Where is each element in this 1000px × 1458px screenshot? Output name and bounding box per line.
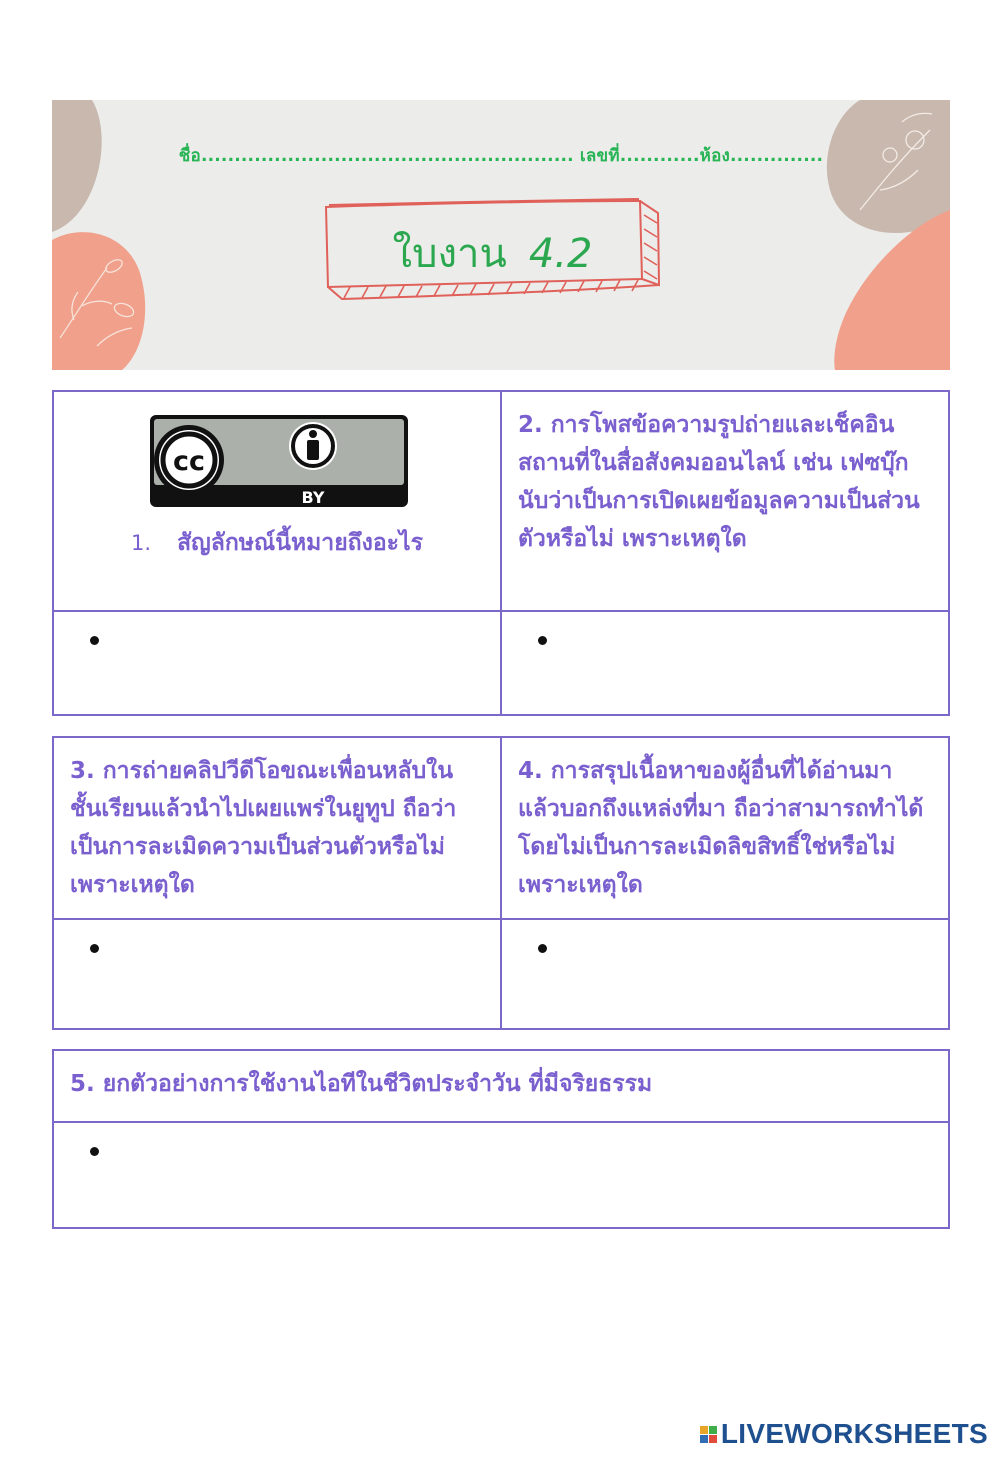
question-2-text: 2. การโพสข้อความรูปถ่ายและเช็คอินสถานที่ในสื่อสังคมออนไลน์ เช่น เฟซบุ๊ก นับว่าเป็นการเปิดเผยข้อมูลความเป็นส่วนตัวหรือไม่ เพราะเหตุใด bbox=[518, 412, 920, 552]
logo-text: LIVEWORKSHEETS bbox=[720, 1418, 988, 1449]
bullet-icon bbox=[538, 944, 547, 953]
question-1-number: 1. bbox=[131, 531, 152, 555]
question-4-text: 4. การสรุปเนื้อหาของผู้อื่นที่ได้อ่านมาแล้วบอกถึงแหล่งที่มา ถือว่าสามารถทำได้โดยไม่เป็นการละเมิดลิขสิทธิ์ใช่หรือไม่ เพราะเหตุใด bbox=[518, 758, 924, 898]
answer-5-field[interactable] bbox=[54, 1123, 948, 1227]
title-word: ใบงาน bbox=[392, 231, 507, 277]
answer-1-field[interactable] bbox=[54, 612, 500, 714]
liveworksheets-logo bbox=[700, 1418, 988, 1450]
title-frame bbox=[320, 195, 665, 305]
bullet-icon bbox=[90, 1147, 99, 1156]
question-1-cell bbox=[54, 392, 500, 610]
answer-2-field[interactable] bbox=[500, 612, 948, 714]
answer-4-field[interactable] bbox=[500, 920, 948, 1028]
student-info-line: ชื่อ........................................................ เลขที่............ห้อง.............. bbox=[178, 146, 824, 166]
decorative-blob-bottom-left bbox=[52, 228, 152, 370]
decorative-blob-top-left bbox=[52, 100, 122, 240]
answer-row bbox=[54, 918, 948, 1028]
question-3-cell bbox=[54, 738, 500, 918]
by-text: BY bbox=[301, 488, 325, 507]
question-row bbox=[54, 1051, 948, 1121]
header-banner bbox=[52, 100, 950, 370]
question-2-cell bbox=[500, 392, 948, 610]
bullet-icon bbox=[538, 636, 547, 645]
answer-row bbox=[54, 610, 948, 714]
question-5-text: 5. ยกตัวอย่างการใช้งานไอทีในชีวิตประจำวัน ที่มีจริยธรรม bbox=[70, 1071, 653, 1097]
answer-row bbox=[54, 1121, 948, 1227]
cc-text: cc bbox=[172, 446, 206, 477]
title-number: 4.2 bbox=[528, 231, 593, 277]
liveworksheets-logo-icon bbox=[700, 1426, 717, 1443]
bullet-icon bbox=[90, 944, 99, 953]
question-grid-2 bbox=[52, 736, 950, 1030]
answer-3-field[interactable] bbox=[54, 920, 500, 1028]
decorative-blob-bottom-right bbox=[825, 210, 950, 370]
question-1-label: สัญลักษณ์นี้หมายถึงอะไร bbox=[177, 530, 423, 556]
worksheet-title bbox=[320, 221, 665, 285]
question-row bbox=[54, 392, 948, 610]
question-grid-1 bbox=[52, 390, 950, 716]
question-row bbox=[54, 738, 948, 918]
question-grid-3 bbox=[52, 1049, 950, 1229]
question-1-text bbox=[54, 525, 500, 561]
question-5-cell bbox=[54, 1051, 948, 1121]
question-4-cell bbox=[500, 738, 948, 918]
question-3-text: 3. การถ่ายคลิปวีดีโอขณะเพื่อนหลับในชั้นเรียนแล้วนำไปเผยแพร่ในยูทูป ถือว่าเป็นการละเมิดความเป็นส่วนตัวหรือไม่ เพราะเหตุใด bbox=[70, 758, 457, 898]
bullet-icon bbox=[90, 636, 99, 645]
cc-by-license-icon bbox=[149, 414, 409, 508]
